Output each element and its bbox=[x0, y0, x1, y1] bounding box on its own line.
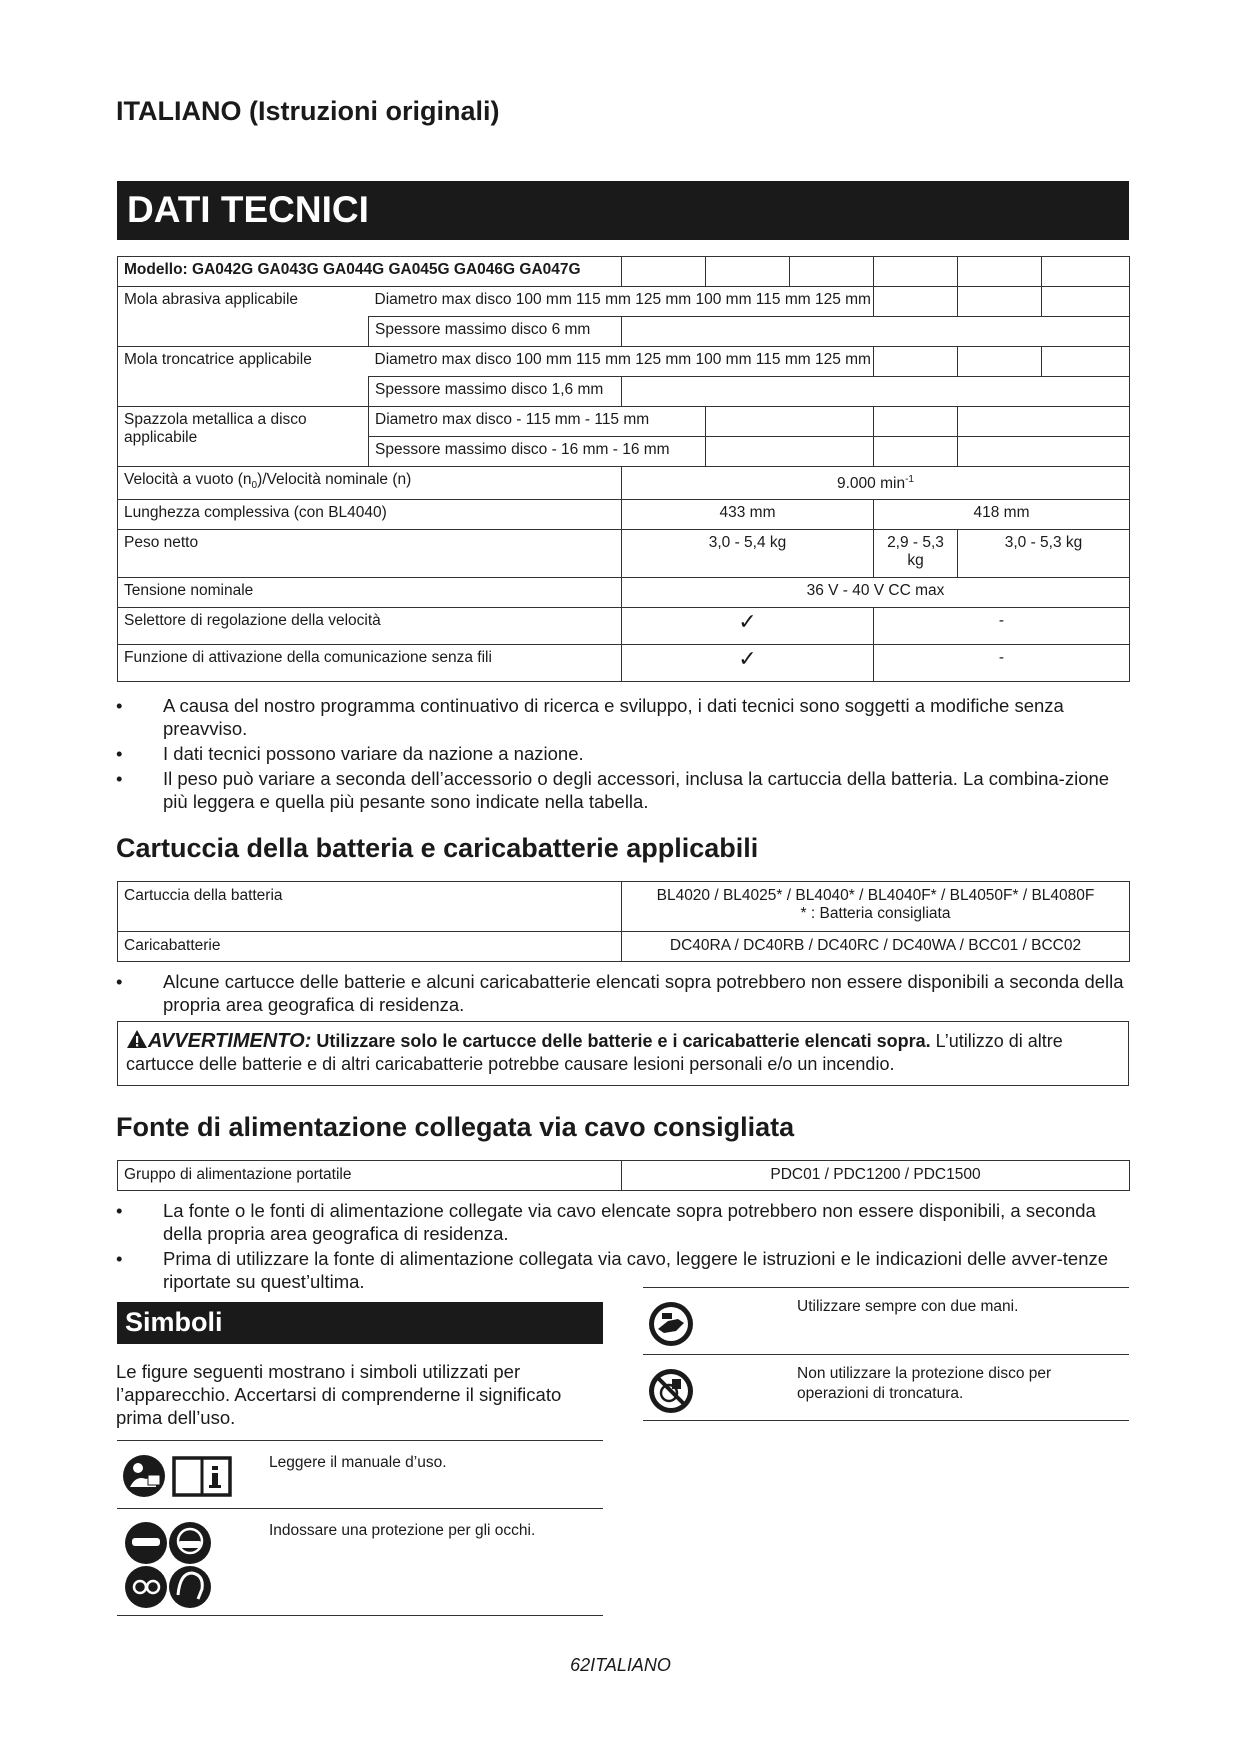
row-label: Velocità a vuoto $(n_0)$/Velocità nominale (n) bbox=[118, 467, 622, 500]
warning-box bbox=[117, 1021, 1129, 1086]
section-title-fonte: Fonte di alimentazione collegata via cavo consigliata bbox=[116, 1112, 795, 1142]
row-label: Spazzola metallica a disco applicabile bbox=[118, 407, 369, 467]
row-label: Lunghezza complessiva (con BL4040) bbox=[118, 500, 622, 530]
language-title: ITALIANO (Istruzioni originali) bbox=[116, 96, 500, 126]
list-item: • A causa del nostro programma continuativo di ricerca e sviluppo, i dati tecnici sono soggetti a modifiche senza preavviso. bbox=[116, 694, 1130, 740]
symbol-row bbox=[117, 1508, 603, 1616]
row-label: Caricabatterie bbox=[118, 932, 622, 962]
battery-table bbox=[117, 881, 1130, 962]
spec-value: Diametro max disco 100 mm 115 mm 125 mm 100 mm 115 mm 125 mm bbox=[369, 287, 874, 317]
page-footer: 62ITALIANO bbox=[570, 1655, 671, 1675]
spec-value: 418 mm bbox=[874, 500, 1130, 530]
spec-notes bbox=[116, 694, 1130, 815]
row-label: Selettore di regolazione della velocità bbox=[118, 608, 622, 645]
no-guard-cutting-icon bbox=[648, 1368, 694, 1414]
spec-value: Spessore massimo disco 6 mm bbox=[369, 317, 622, 347]
list-item: • Prima di utilizzare la fonte di alimentazione collegata via cavo, leggere le istruzioni e le indicazioni delle avver-tenze riportate su quest’ultima. bbox=[116, 1247, 1130, 1293]
symbol-row bbox=[643, 1287, 1129, 1354]
table-row bbox=[118, 287, 1130, 317]
list-item: • La fonte o le fonti di alimentazione collegate via cavo elencate sopra potrebbero non essere disponibili, a seconda della propria area geografica di residenza. bbox=[116, 1199, 1130, 1245]
check-icon: ✓ bbox=[738, 609, 757, 635]
spec-value: Diametro max disco - 115 mm - 115 mm bbox=[369, 407, 706, 437]
spec-value: - bbox=[874, 608, 1130, 645]
read-manual-icon bbox=[122, 1453, 232, 1499]
warning-text: L’utilizzo di altre cartucce delle batterie e di altri caricabatterie potrebbe causare lesioni personali e/o un incendio. bbox=[126, 1031, 1063, 1074]
battery-notes bbox=[116, 970, 1130, 1018]
two-hands-icon bbox=[648, 1301, 694, 1347]
spec-value: 9.000 $\min^{-1}$ bbox=[622, 467, 1130, 500]
spec-value: 433 mm bbox=[622, 500, 874, 530]
section-title-dati-tecnici: DATI TECNICI bbox=[117, 181, 1129, 240]
symbol-description: Leggere il manuale d’uso. bbox=[269, 1454, 447, 1471]
charger-list: DC40RA / DC40RB / DC40RC / DC40WA / BCC01 / BCC02 bbox=[622, 932, 1130, 962]
spec-value: - bbox=[874, 645, 1130, 682]
section-title-batteria: Cartuccia della batteria e caricabatterie applicabili bbox=[116, 833, 759, 863]
table-row bbox=[118, 467, 1130, 500]
warning-bold-text: Utilizzare solo le cartucce delle batterie e i caricabatterie elencati sopra. bbox=[316, 1031, 931, 1051]
spec-value: Spessore massimo disco 1,6 mm bbox=[369, 377, 622, 407]
check-icon: ✓ bbox=[738, 646, 757, 672]
specifications-table bbox=[117, 256, 1130, 682]
simboli-intro: Le figure seguenti mostrano i simboli utilizzati per l’apparecchio. Accertarsi di comprenderne il significato prima dell’uso. bbox=[116, 1361, 562, 1428]
table-row bbox=[118, 578, 1130, 608]
table-row bbox=[118, 407, 1130, 437]
symbol-description: Utilizzare sempre con due mani. bbox=[797, 1298, 1019, 1315]
warning-triangle-icon bbox=[126, 1029, 148, 1049]
spec-value: PDC01 / PDC1200 / PDC1500 bbox=[622, 1161, 1130, 1191]
row-label: Tensione nominale bbox=[118, 578, 622, 608]
symbol-description: Non utilizzare la protezione disco per operazioni di troncatura. bbox=[797, 1365, 1052, 1402]
power-source-notes bbox=[116, 1199, 1130, 1295]
table-row bbox=[118, 530, 1130, 578]
list-item: • Il peso può variare a seconda dell’accessorio o degli accessori, inclusa la cartuccia della batteria. La combina-zione più leggera e quella più pesante sono indicate nella tabella. bbox=[116, 767, 1130, 813]
list-item: • Alcune cartucce delle batterie e alcuni caricabatterie elencati sopra potrebbero non essere disponibili a seconda della propria area geografica di residenza. bbox=[116, 970, 1130, 1016]
power-source-table bbox=[117, 1160, 1130, 1191]
battery-list: BL4020 / BL4025* / BL4040* / BL4040F* / BL4050F* / BL4080F bbox=[656, 887, 1095, 904]
table-row bbox=[118, 645, 1130, 682]
model-cell: Modello: GA042G GA043G GA044G GA045G GA046G GA047G bbox=[118, 257, 622, 287]
spec-value: Spessore massimo disco - 16 mm - 16 mm bbox=[369, 437, 706, 467]
row-label: Gruppo di alimentazione portatile bbox=[118, 1161, 622, 1191]
row-label: Funzione di attivazione della comunicazione senza fili bbox=[118, 645, 622, 682]
row-label: Peso netto bbox=[118, 530, 622, 578]
spec-value: 3,0 - 5,4 kg bbox=[622, 530, 874, 578]
row-label: Cartuccia della batteria bbox=[118, 882, 622, 932]
table-row bbox=[118, 1161, 1130, 1191]
symbol-row bbox=[117, 1440, 603, 1508]
spec-value: 2,9 - 5,3 kg bbox=[874, 530, 958, 578]
warning-heading: AVVERTIMENTO: bbox=[148, 1030, 312, 1052]
table-row bbox=[118, 882, 1130, 932]
table-row bbox=[118, 500, 1130, 530]
table-row bbox=[118, 932, 1130, 962]
table-row bbox=[118, 608, 1130, 645]
spec-value: 3,0 - 5,3 kg bbox=[958, 530, 1130, 578]
row-label: Mola abrasiva applicabile bbox=[124, 291, 299, 308]
spec-value: 36 V - 40 V CC max bbox=[622, 578, 1130, 608]
row-label: Mola troncatrice applicabile bbox=[124, 351, 312, 368]
eye-protection-icon bbox=[124, 1521, 214, 1611]
symbol-description: Indossare una protezione per gli occhi. bbox=[269, 1522, 536, 1539]
table-row bbox=[118, 257, 1130, 287]
spec-value: Diametro max disco 100 mm 115 mm 125 mm 100 mm 115 mm 125 mm bbox=[369, 347, 874, 377]
table-row bbox=[118, 347, 1130, 377]
battery-note: * : Batteria consigliata bbox=[800, 905, 951, 922]
list-item: • I dati tecnici possono variare da nazione a nazione. bbox=[116, 742, 1130, 765]
section-title-simboli: Simboli bbox=[117, 1302, 603, 1344]
symbol-row bbox=[643, 1354, 1129, 1421]
